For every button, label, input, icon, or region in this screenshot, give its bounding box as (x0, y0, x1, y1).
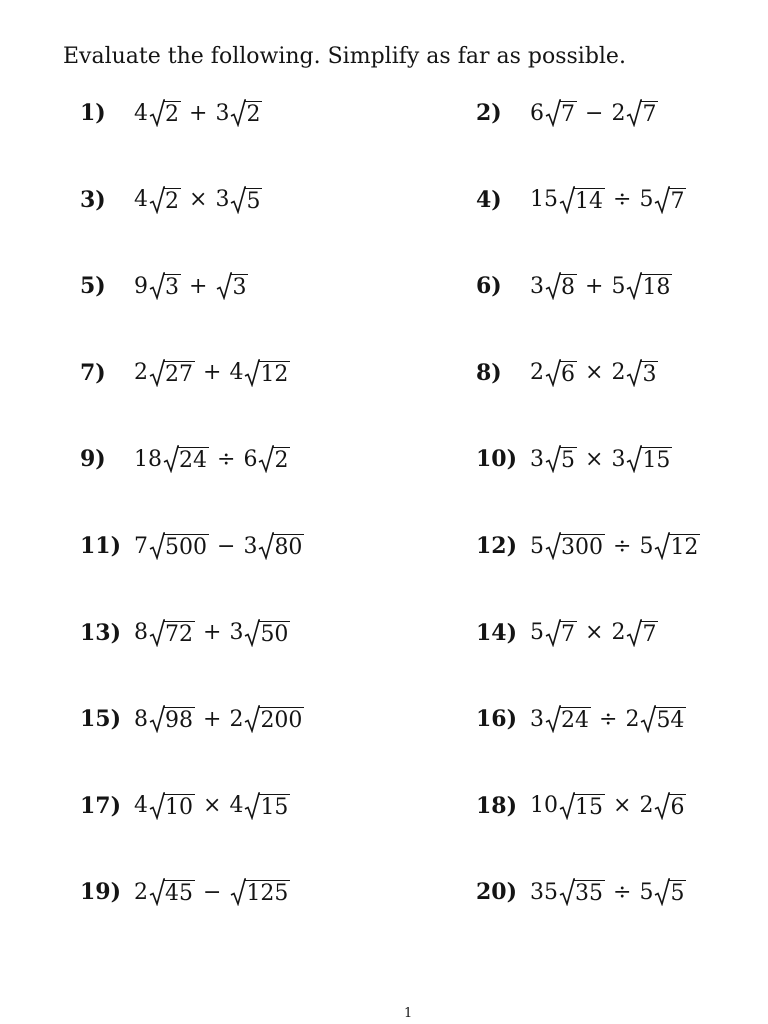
problem-expression (134, 878, 290, 906)
radical-sign (654, 532, 670, 560)
radical-sign (626, 359, 642, 387)
problem-number: 2) (476, 100, 502, 126)
problem-19 (80, 875, 290, 909)
operator: ÷ (599, 706, 618, 732)
coefficient: 35 (530, 879, 558, 905)
problem-expression (134, 359, 290, 387)
problem-number: 19) (80, 879, 122, 906)
problem-number: 17) (80, 792, 122, 819)
coefficient: 2 (611, 620, 626, 646)
radicand: 80 (274, 535, 303, 560)
square-root (244, 792, 290, 820)
problem-expression (530, 878, 686, 906)
square-root (258, 532, 304, 560)
radicand: 2 (246, 102, 261, 127)
coefficient: 6 (530, 100, 544, 126)
operator: + (189, 100, 208, 126)
problem-number: 5) (80, 273, 106, 300)
problem-expression (530, 705, 686, 733)
coefficient: 3 (530, 706, 544, 732)
coefficient: 7 (134, 533, 148, 559)
coefficient: 3 (215, 187, 230, 213)
radicand: 7 (642, 621, 657, 647)
square-root (149, 619, 195, 647)
radical-sign (545, 705, 561, 733)
radicand: 15 (575, 794, 603, 820)
radical-sign (149, 186, 165, 214)
radicand: 7 (642, 102, 657, 127)
radicand: 14 (575, 188, 603, 214)
radicand: 500 (165, 535, 207, 560)
square-root (626, 619, 658, 647)
square-root (149, 792, 195, 820)
problem-number: 18) (476, 792, 518, 819)
problem-3 (80, 183, 262, 217)
coefficient: 3 (611, 446, 626, 472)
radical-sign (640, 705, 656, 733)
problem-number: 6) (476, 273, 502, 300)
square-root (626, 99, 658, 127)
radical-sign (545, 272, 561, 300)
radicand: 45 (165, 881, 193, 907)
problem-expression (134, 792, 290, 820)
square-root (149, 272, 181, 300)
coefficient: 4 (134, 793, 148, 819)
square-root (545, 445, 577, 473)
coefficient: 3 (530, 446, 544, 472)
square-root (654, 186, 686, 214)
square-root (654, 878, 686, 906)
radical-sign (244, 792, 260, 820)
radical-sign (626, 99, 642, 127)
page-number: 1 (404, 1006, 413, 1021)
problem-expression (530, 445, 672, 473)
coefficient: 5 (639, 879, 654, 905)
problem-13 (80, 616, 290, 650)
radical-sign (545, 99, 561, 127)
square-root (149, 359, 195, 387)
radical-sign (545, 359, 561, 387)
coefficient: 6 (243, 446, 258, 472)
square-root (626, 359, 658, 387)
square-root (258, 445, 290, 473)
coefficient: 10 (530, 793, 558, 819)
problem-number: 8) (476, 359, 502, 386)
operator: × (585, 360, 604, 386)
operator: × (613, 793, 632, 819)
radicand: 3 (165, 275, 179, 301)
radical-sign (559, 792, 575, 820)
problem-12 (476, 529, 700, 563)
radical-sign (149, 359, 165, 387)
radicand: 5 (246, 188, 261, 214)
problem-10 (476, 442, 672, 476)
square-root (230, 186, 262, 214)
problem-11 (80, 529, 304, 563)
operator: ÷ (613, 879, 632, 905)
radical-sign (149, 99, 165, 127)
square-root (626, 272, 672, 300)
square-root (545, 619, 577, 647)
radicand: 24 (561, 708, 589, 734)
radicand: 24 (179, 448, 207, 474)
operator: − (585, 100, 604, 126)
radicand: 18 (642, 275, 671, 301)
problem-expression (530, 186, 686, 214)
radical-sign (545, 619, 561, 647)
radicand: 6 (561, 361, 575, 387)
operator: + (203, 360, 222, 386)
radicand: 2 (165, 102, 179, 127)
coefficient: 2 (134, 879, 148, 905)
square-root (163, 445, 209, 473)
radical-sign (654, 878, 670, 906)
radicand: 2 (165, 188, 179, 214)
problem-expression (530, 532, 700, 560)
problem-expression (530, 99, 658, 127)
coefficient: 15 (530, 187, 558, 213)
radical-sign (244, 619, 260, 647)
problem-expression (134, 445, 290, 473)
coefficient: 5 (530, 533, 544, 559)
operator: + (203, 706, 222, 732)
radicand: 12 (670, 535, 699, 560)
radicand: 27 (165, 361, 193, 387)
problem-number: 13) (80, 619, 122, 646)
radicand: 15 (260, 794, 289, 820)
problem-number: 9) (80, 446, 106, 473)
square-root (654, 792, 686, 820)
radical-sign (216, 272, 232, 300)
coefficient: 2 (639, 793, 654, 819)
operator: ÷ (613, 533, 632, 559)
radical-sign (149, 878, 165, 906)
radicand: 7 (561, 621, 575, 647)
problem-number: 3) (80, 186, 106, 213)
problem-number: 15) (80, 706, 122, 733)
problem-expression (530, 619, 658, 647)
square-root (626, 445, 672, 473)
radical-sign (258, 445, 274, 473)
coefficient: 5 (611, 273, 626, 299)
coefficient: 4 (134, 187, 148, 213)
problem-number: 11) (80, 533, 122, 559)
radical-sign (149, 532, 165, 560)
radicand: 98 (165, 708, 193, 734)
operator: + (585, 273, 604, 299)
problem-8 (476, 356, 658, 390)
square-root (149, 186, 181, 214)
coefficient: 3 (243, 533, 258, 559)
coefficient: 2 (611, 360, 626, 386)
coefficient: 2 (530, 360, 544, 386)
radical-sign (545, 445, 561, 473)
square-root (545, 532, 605, 560)
coefficient: 2 (229, 706, 244, 732)
problem-18 (476, 789, 686, 823)
problem-1 (80, 96, 262, 130)
problem-expression (530, 359, 658, 387)
problem-number: 1) (80, 100, 106, 126)
radical-sign (149, 619, 165, 647)
square-root (149, 705, 195, 733)
problem-number: 4) (476, 186, 502, 213)
problem-number: 16) (476, 706, 518, 733)
operator: + (189, 273, 208, 299)
radicand: 10 (165, 794, 193, 820)
problem-expression (134, 532, 304, 560)
radicand: 35 (575, 881, 603, 907)
problem-expression (134, 186, 262, 214)
coefficient: 2 (611, 100, 626, 126)
coefficient: 8 (134, 706, 148, 732)
operator: × (189, 187, 208, 213)
square-root (545, 359, 577, 387)
coefficient: 3 (215, 100, 230, 126)
radicand: 5 (561, 448, 575, 474)
problem-20 (476, 875, 686, 909)
radicand: 72 (165, 621, 193, 647)
radical-sign (258, 532, 274, 560)
square-root (559, 792, 605, 820)
square-root (559, 186, 605, 214)
problem-expression (530, 272, 672, 300)
operator: − (217, 533, 236, 559)
operator: ÷ (217, 446, 236, 472)
radical-sign (244, 705, 260, 733)
instruction-heading: Evaluate the following. Simplify as far as possible. (63, 44, 626, 69)
coefficient: 9 (134, 273, 148, 299)
coefficient: 2 (134, 360, 148, 386)
square-root (230, 878, 290, 906)
square-root (149, 878, 195, 906)
radical-sign (626, 619, 642, 647)
square-root (230, 99, 262, 127)
radicand: 3 (642, 361, 657, 387)
square-root (559, 878, 605, 906)
radicand: 3 (232, 275, 247, 301)
problem-17 (80, 789, 290, 823)
radicand: 125 (246, 881, 289, 907)
problem-14 (476, 616, 658, 650)
coefficient: 2 (625, 706, 640, 732)
problem-number: 14) (476, 619, 518, 646)
radicand: 54 (656, 708, 685, 734)
radicand: 50 (260, 621, 289, 647)
problem-expression (134, 99, 262, 127)
radical-sign (545, 532, 561, 560)
radical-sign (230, 878, 246, 906)
coefficient: 4 (229, 360, 244, 386)
radical-sign (149, 792, 165, 820)
square-root (545, 705, 591, 733)
problem-expression (530, 792, 686, 820)
radical-sign (163, 445, 179, 473)
problem-number: 7) (80, 359, 106, 386)
coefficient: 18 (134, 446, 162, 472)
square-root (545, 99, 577, 127)
radical-sign (559, 878, 575, 906)
coefficient: 3 (530, 273, 544, 299)
radicand: 2 (274, 448, 289, 474)
operator: + (203, 620, 222, 646)
radical-sign (244, 359, 260, 387)
square-root (640, 705, 686, 733)
coefficient: 4 (134, 100, 148, 126)
radicand: 7 (670, 188, 685, 214)
problem-6 (476, 269, 672, 303)
radical-sign (149, 705, 165, 733)
problem-number: 12) (476, 533, 518, 559)
radicand: 7 (561, 102, 575, 127)
radicand: 300 (561, 535, 603, 560)
radical-sign (626, 445, 642, 473)
radicand: 6 (670, 794, 685, 820)
problem-15 (80, 702, 304, 736)
problem-expression (134, 272, 248, 300)
radical-sign (149, 272, 165, 300)
square-root (244, 359, 290, 387)
radicand: 200 (260, 708, 303, 734)
problem-4 (476, 183, 686, 217)
square-root (545, 272, 577, 300)
square-root (244, 705, 304, 733)
coefficient: 8 (134, 620, 148, 646)
operator: × (203, 793, 222, 819)
coefficient: 4 (229, 793, 244, 819)
problem-7 (80, 356, 290, 390)
square-root (654, 532, 700, 560)
problem-expression (134, 619, 290, 647)
radical-sign (654, 186, 670, 214)
coefficient: 5 (530, 620, 544, 646)
problem-number: 10) (476, 446, 518, 473)
radical-sign (230, 99, 246, 127)
coefficient: 5 (639, 533, 654, 559)
square-root (149, 532, 209, 560)
radical-sign (626, 272, 642, 300)
problem-expression (134, 705, 304, 733)
radical-sign (230, 186, 246, 214)
operator: × (585, 620, 604, 646)
problem-5 (80, 269, 248, 303)
problem-9 (80, 442, 290, 476)
operator: ÷ (613, 187, 632, 213)
operator: − (203, 879, 222, 905)
square-root (149, 99, 181, 127)
square-root (216, 272, 248, 300)
radicand: 12 (260, 361, 289, 387)
radical-sign (559, 186, 575, 214)
radicand: 5 (670, 881, 685, 907)
coefficient: 5 (639, 187, 654, 213)
radicand: 8 (561, 275, 575, 301)
coefficient: 3 (229, 620, 244, 646)
square-root (244, 619, 290, 647)
problem-16 (476, 702, 686, 736)
problem-number: 20) (476, 879, 518, 906)
operator: × (585, 446, 604, 472)
problem-2 (476, 96, 658, 130)
radicand: 15 (642, 448, 671, 474)
radical-sign (654, 792, 670, 820)
